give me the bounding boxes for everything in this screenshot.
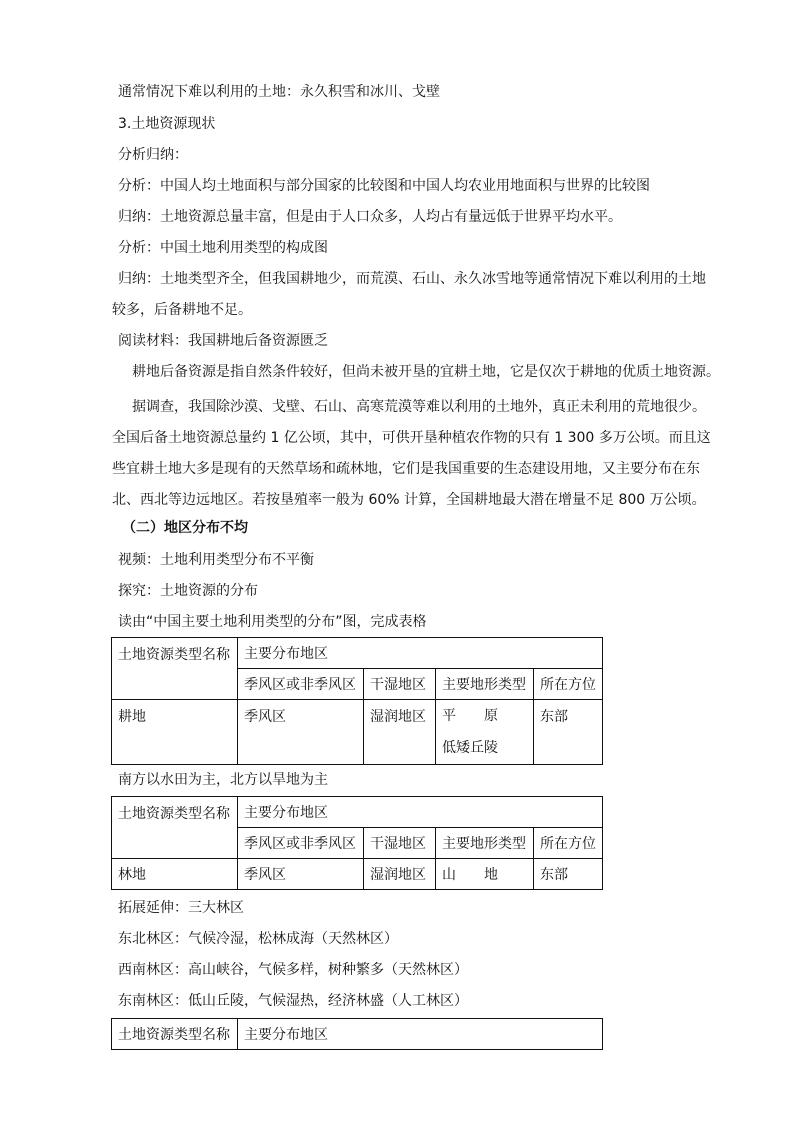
text-line: 西南林区：高山峡谷，气候多样，树种繁多（天然林区）	[118, 962, 468, 978]
text-line: 南方以水田为主，北方以旱地为主	[118, 772, 328, 788]
cell-monsoon: 季风区	[238, 859, 364, 890]
paragraph: 归纳：土地类型齐全，但我国耕地少，而荒漠、石山、永久冰雪地等通常情况下难以利用的土地较多，后备耕地不足。	[112, 271, 706, 318]
header-position: 所在方位	[534, 669, 603, 700]
text-line: 东南林区：低山丘陵，气候湿热，经济林盛（人工林区）	[118, 993, 468, 1009]
header-terrain: 主要地形类型	[436, 669, 534, 700]
text-line: 视频：土地利用类型分布不平衡	[118, 552, 314, 568]
cell-wet: 湿润地区	[364, 700, 436, 765]
cell-position: 东部	[534, 859, 603, 890]
section-heading: 3.土地资源现状	[118, 116, 216, 132]
text-line: 东北林区：气候冷湿，松林成海（天然林区）	[118, 931, 398, 947]
header-region: 主要分布地区	[238, 638, 603, 669]
header-wet: 干湿地区	[364, 669, 436, 700]
cell-wet: 湿润地区	[364, 859, 436, 890]
cell-monsoon: 季风区	[238, 700, 364, 765]
text-line: 归纳：土地资源总量丰富，但是由于人口众多，人均占有量远低于世界平均水平。	[118, 209, 622, 225]
header-type: 土地资源类型名称	[112, 1019, 238, 1050]
text-line: 拓展延伸：三大林区	[118, 900, 244, 916]
paragraph: 据调查，我国除沙漠、戈壁、石山、高寒荒漠等难以利用的土地外，真正未利用的荒地很少。全国后备土地资源总量约 1 亿公顷，其中，可供开垦种植农作物的只有 1 300 多万公顷。而且这些宜耕土地大多是现有的天然草场和疏林地，它们是我国重要的生态建设用地，又主要分布在东北、西北等边远地区。若按垦殖率一般为 60% 计算，全国耕地最大潜在增量不足 800 万公顷。	[112, 399, 711, 508]
text-line: 阅读材料：我国耕地后备资源匮乏	[118, 333, 328, 349]
land-table-forest	[111, 796, 603, 890]
header-position: 所在方位	[534, 828, 603, 859]
text-line: 耕地后备资源是指自然条件较好，但尚未被开垦的宜耕土地，它是仅次于耕地的优质土地资源。	[132, 364, 720, 380]
text-line: 探究：土地资源的分布	[118, 583, 258, 599]
text-line: 读由“中国主要土地利用类型的分布”图，完成表格	[118, 614, 427, 630]
text-line: 通常情况下难以利用的土地：永久积雪和冰川、戈壁	[118, 84, 440, 100]
cell-terrain: 山 地	[436, 859, 534, 890]
header-region: 主要分布地区	[238, 797, 603, 828]
cell-type: 林地	[112, 859, 238, 890]
header-type: 土地资源类型名称	[112, 638, 238, 700]
text-line: 分析：中国人均土地面积与部分国家的比较图和中国人均农业用地面积与世界的比较图	[118, 178, 650, 194]
cell-type: 耕地	[112, 700, 238, 765]
header-region: 主要分布地区	[238, 1019, 603, 1050]
header-terrain: 主要地形类型	[436, 828, 534, 859]
text-line: 分析：中国土地利用类型的构成图	[118, 240, 328, 256]
land-table-farmland	[111, 637, 603, 765]
header-type: 土地资源类型名称	[112, 797, 238, 859]
header-wet: 干湿地区	[364, 828, 436, 859]
cell-terrain	[436, 700, 534, 765]
header-monsoon: 季风区或非季风区	[238, 828, 364, 859]
land-table-partial	[111, 1018, 603, 1050]
terrain-line: 低矮丘陵	[442, 740, 498, 756]
terrain-line: 平 原	[442, 708, 498, 724]
cell-position: 东部	[534, 700, 603, 765]
text-line: 分析归纳：	[118, 147, 188, 163]
header-monsoon: 季风区或非季风区	[238, 669, 364, 700]
section-heading: （二）地区分布不均	[122, 520, 248, 536]
